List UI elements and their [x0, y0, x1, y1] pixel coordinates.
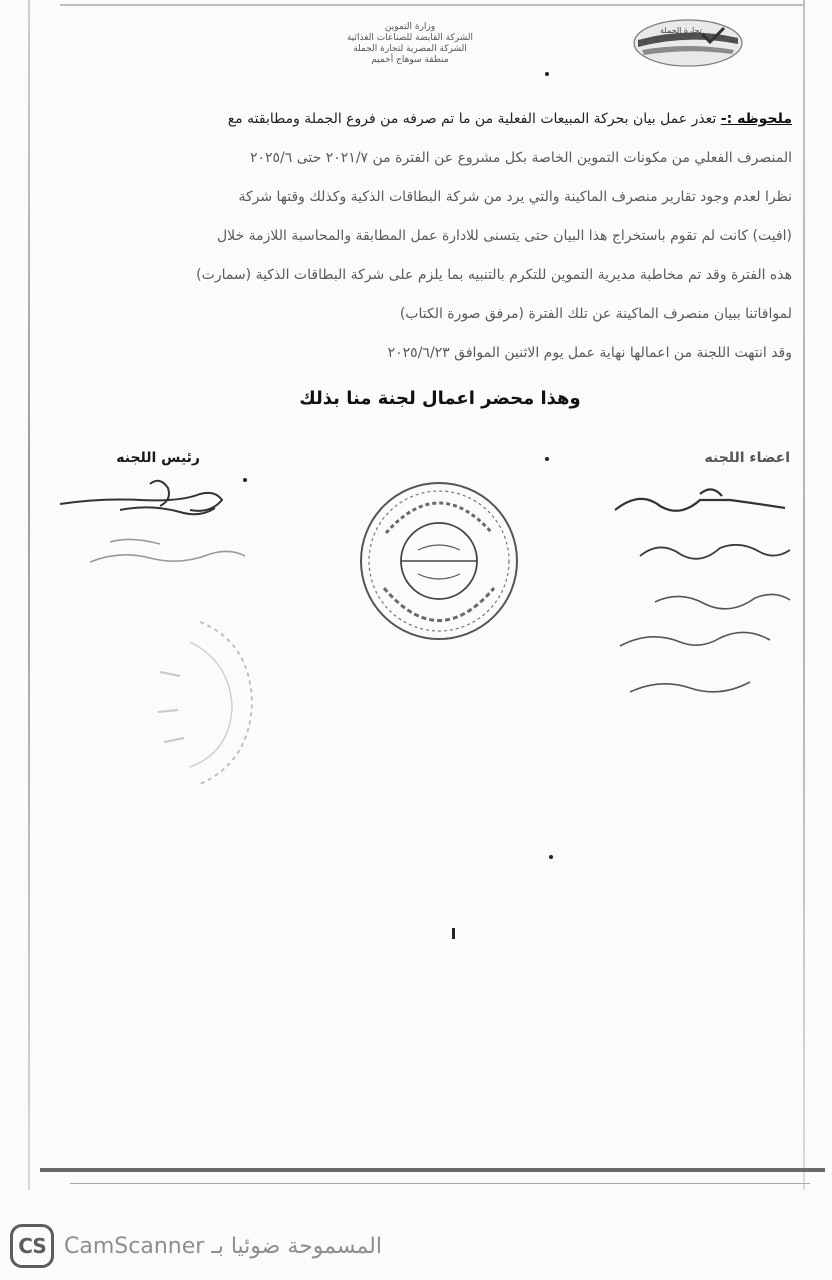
note-line-7: وقد انتهت اللجنة من اعمالها نهاية عمل يوم الاثنين الموافق ٢٠٢٥/٦/٢٣ [387, 345, 792, 361]
closing-statement: وهذا محضر اعمال لجنة منا بذلك [299, 388, 581, 409]
letterhead [320, 22, 500, 66]
page-edge-bottom [40, 1168, 825, 1172]
camscanner-logo-icon: CS [10, 1224, 54, 1268]
letterhead-line: الشركة المصرية لتجارة الجملة [353, 44, 467, 54]
member-signature-3 [620, 594, 790, 692]
note-label: ملحوظه :- [720, 111, 792, 127]
scan-mark [243, 478, 247, 482]
scan-mark [545, 72, 549, 76]
page-edge-bottom-shadow [70, 1183, 810, 1184]
note-line-4: (افيت) كانت لم تقوم باستخراج هذا البيان حتى يتسنى للادارة عمل المطابقة والمحاسبة اللازمة خلال [216, 228, 792, 244]
company-logo-icon [632, 16, 744, 68]
scan-mark [549, 855, 553, 859]
member-signature-2 [640, 545, 790, 559]
camscanner-text: CamScanner المسموحة ضوئيا بـ [64, 1233, 382, 1259]
letterhead-line: منطقة سوهاج أخميم [371, 55, 449, 65]
scan-mark [452, 928, 455, 939]
official-stamp-icon [356, 478, 522, 644]
note-line-5: هذه الفترة وقد تم مخاطبة مديرية التموين للتكرم بالتنبيه بما يلزم على شركة البطاقات الذكية (سمارت) [196, 267, 792, 283]
committee-members-label: اعضاء اللجنه [704, 450, 790, 466]
chair-signature-faint [90, 539, 245, 562]
scan-mark [545, 457, 549, 461]
member-signature-1 [615, 489, 785, 510]
note-line-3: نظرا لعدم وجود تقارير منصرف الماكينة والتي يرد من شركة البطاقات الذكية وكذلك وقتها شركة [238, 189, 792, 205]
logo-text: تجارة الجملة [660, 26, 702, 35]
letterhead-line: وزارة التموين [384, 22, 436, 32]
letterhead-line: الشركة القابضة للصناعات الغذائية [346, 33, 474, 43]
note-body [40, 104, 792, 377]
note-line-2: المنصرف الفعلي من مكونات التموين الخاصة بكل مشروع عن الفترة من ٢٠٢١/٧ حتى ٢٠٢٥/٦ [249, 150, 792, 166]
page-edge-top [60, 4, 805, 6]
camscanner-watermark [10, 1218, 382, 1274]
chair-signature [60, 481, 222, 514]
faint-stamp-impression [140, 612, 260, 792]
committee-chair-label: رئيس اللجنه [116, 450, 200, 466]
note-line-1: ملحوظه :- تعذر عمل بيان بحركة المبيعات الفعلية من ما تم صرفه من فروع الجملة ومطابقته مع [227, 111, 792, 127]
note-line-6: لموافاتنا ببيان منصرف الماكينة عن تلك الفترة (مرفق صورة الكتاب) [399, 306, 792, 322]
